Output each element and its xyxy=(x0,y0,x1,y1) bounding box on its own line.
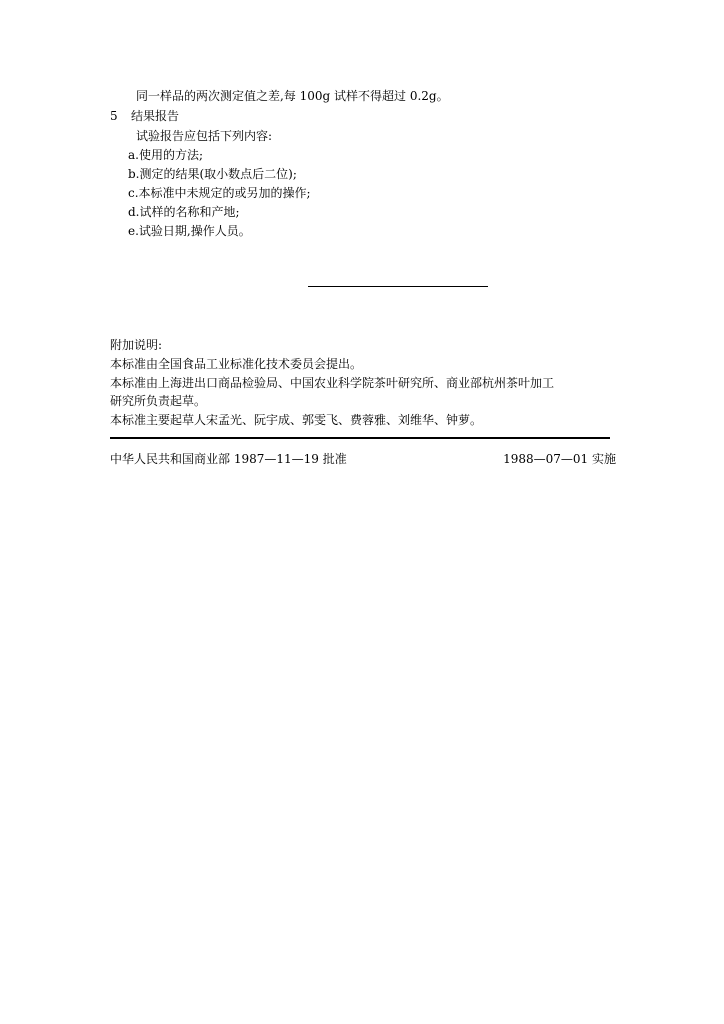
approval-date: 中华人民共和国商业部 1987—11—19 批准 xyxy=(110,452,347,466)
footer xyxy=(110,452,616,466)
end-of-text-divider xyxy=(308,286,488,287)
list-item: a.使用的方法; xyxy=(128,148,204,162)
footer-divider xyxy=(110,437,610,439)
list-item: e.试验日期,操作人员。 xyxy=(128,224,251,238)
list-item: d.试样的名称和产地; xyxy=(128,205,240,219)
appendix-line: 本标准由全国食品工业标准化技术委员会提出。 xyxy=(110,357,363,371)
paragraph-continuation: 同一样品的两次测定值之差,每 100g 试样不得超过 0.2g。 xyxy=(136,89,449,103)
section-heading xyxy=(110,109,179,123)
section-number: 5 xyxy=(110,109,118,123)
appendix-heading: 附加说明: xyxy=(110,338,163,352)
appendix-line: 研究所负责起草。 xyxy=(110,394,207,408)
appendix-line: 本标准主要起草人宋孟光、阮宇成、郭雯飞、费蓉雅、刘维华、钟萝。 xyxy=(110,413,483,427)
appendix-line: 本标准由上海进出口商品检验局、中国农业科学院茶叶研究所、商业部杭州茶叶加工 xyxy=(110,376,555,390)
list-item: c.本标准中未规定的或另加的操作; xyxy=(128,186,311,200)
section-title: 结果报告 xyxy=(131,109,180,123)
implementation-date: 1988—07—01 实施 xyxy=(503,452,616,466)
section-intro: 试验报告应包括下列内容: xyxy=(136,129,273,143)
list-item: b.测定的结果(取小数点后二位); xyxy=(128,167,297,181)
